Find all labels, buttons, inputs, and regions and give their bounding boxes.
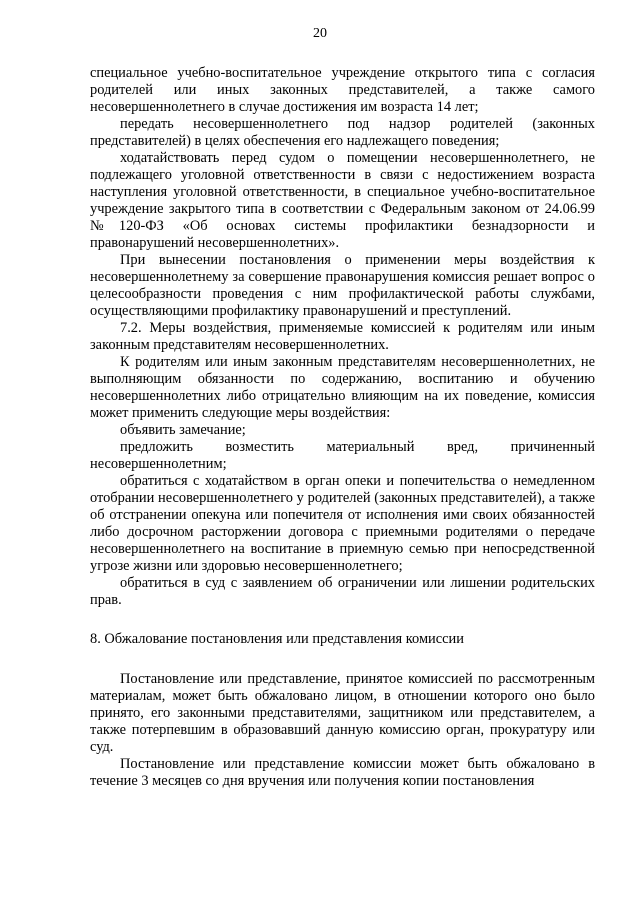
section-heading: 8. Обжалование постановления или представления комиссии (90, 631, 464, 647)
paragraph: 7.2. Меры воздействия, применяемые комиссией к родителям или иным законным представителям несовершеннолетних. (90, 320, 595, 353)
paragraph: При вынесении постановления о применении меры воздействия к несовершеннолетнему за совершение правонарушения комиссия решает вопрос о целесообразности проведения с ним профилактической работы службами, осуществляющими профилактику правонарушений и преступлений. (90, 252, 595, 319)
page-number: 20 (313, 26, 327, 41)
paragraph: К родителям или иным законным представителям несовершеннолетних, не выполняющим обязанности по содержанию, воспитанию и обучению несовершеннолетних либо отрицательно влияющим на их поведение, комиссия может применить следующие меры воздействия: (90, 354, 595, 421)
paragraph: передать несовершеннолетнего под надзор родителей (законных представителей) в целях обеспечения его надлежащего поведения; (90, 116, 595, 149)
paragraph: предложить возместить материальный вред, причиненный несовершеннолетним; (90, 439, 595, 472)
paragraph: ходатайствовать перед судом о помещении несовершеннолетнего, не подлежащего уголовной ответственности в связи с недостижением возраста наступления уголовной ответственности, в специальное учебно-воспитательное учреждение закрытого типа в соответствии с Федеральным законом от 24.06.99 №120-ФЗ «Об основах системы профилактики безнадзорности и правонарушений несовершеннолетних». (90, 150, 595, 251)
paragraph: Постановление или представление комиссии может быть обжаловано в течение 3 месяцев со дня вручения или получения копии постановления (90, 756, 595, 789)
paragraph: объявить замечание; (120, 422, 246, 438)
paragraph: специальное учебно-воспитательное учреждение открытого типа с согласия родителей или иных законных представителей, а также самого несовершеннолетнего в случае достижения им возраста 14 лет; (90, 65, 595, 115)
paragraph: обратиться с ходатайством в орган опеки и попечительства о немедленном отобрании несовершеннолетнего у родителей (законных представителей), а также об отстранении опекуна или попечителя от исполнения ими своих обязанностей либо досрочном расторжении договора с приемными родителями о передаче несовершеннолетнего на воспитание в приемную семью при непосредственной угрозе жизни или здоровью несовершеннолетнего; (90, 473, 595, 574)
page-body (90, 65, 595, 790)
paragraph: Постановление или представление, принятое комиссией по рассмотренным материалам, может быть обжаловано лицом, в отношении которого оно было принято, его законными представителями, защитником или представителем, а также потерпевшим в образовавший данную комиссию орган, прокуратуру или суд. (90, 671, 595, 755)
paragraph: обратиться в суд с заявлением об ограничении или лишении родительских прав. (90, 575, 595, 608)
